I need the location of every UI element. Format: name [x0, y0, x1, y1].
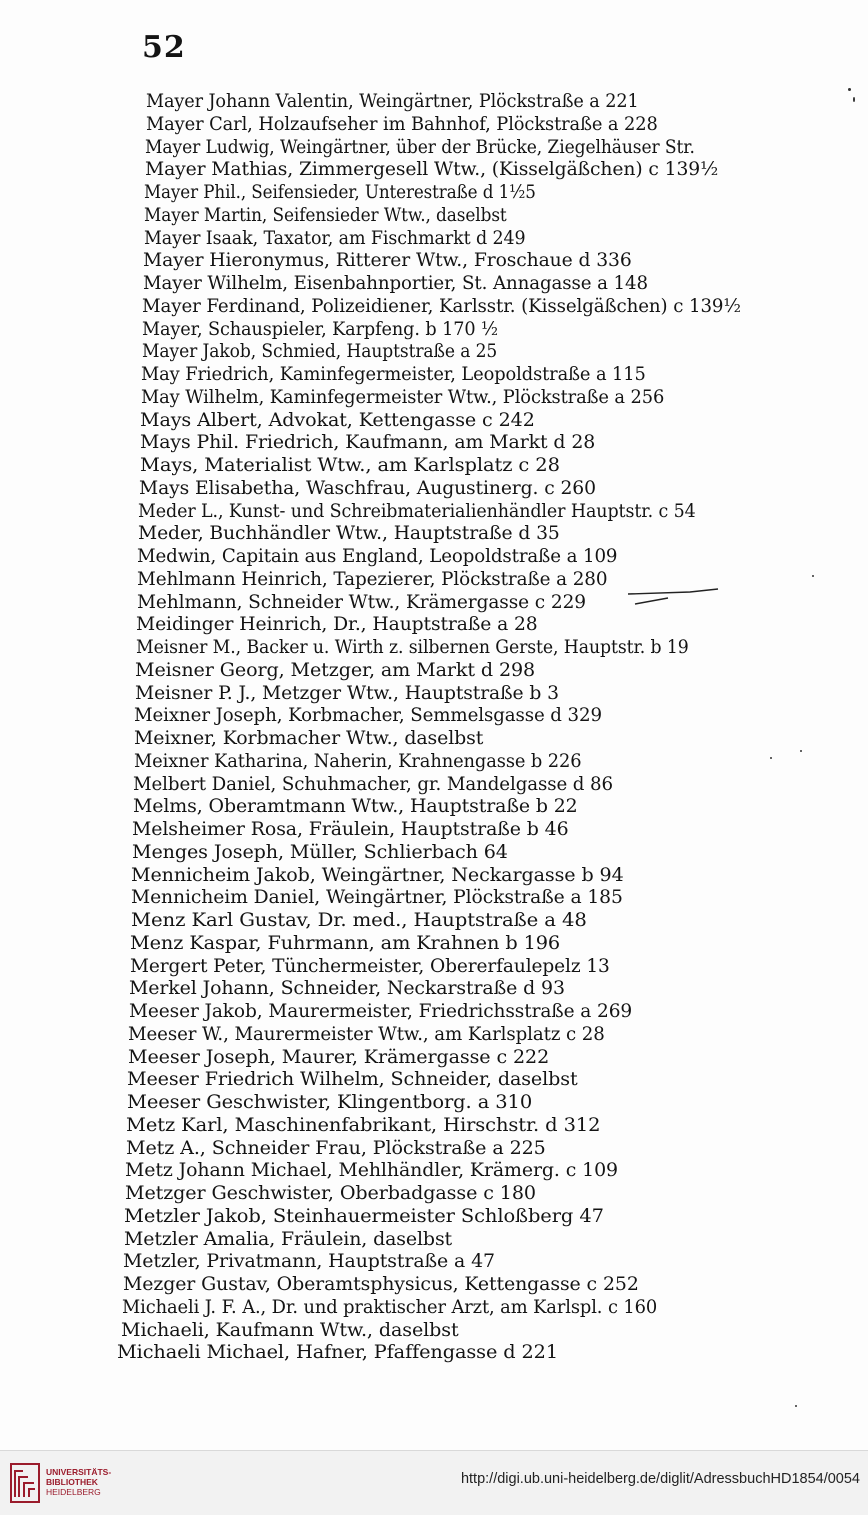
directory-entry: Mayer Carl, Holzaufseher im Bahnhof, Plöckstraße a 228 — [146, 113, 658, 135]
print-speck — [795, 1405, 797, 1407]
directory-entry: Meeser Geschwister, Klingentborg. a 310 — [127, 1092, 533, 1113]
library-name-line: HEIDELBERG — [46, 1487, 101, 1497]
directory-entry: Metz Karl, Maschinenfabrikant, Hirschstr. d 312 — [126, 1114, 601, 1136]
print-speck — [853, 97, 855, 102]
directory-entry: Metzger Geschwister, Oberbadgasse c 180 — [125, 1183, 536, 1204]
directory-entry: Mayer Phil., Seifensieder, Unterestraße d 1½5 — [144, 182, 536, 203]
directory-entry: Meisner P. J., Metzger Wtw., Hauptstraße b 3 — [135, 682, 559, 704]
directory-entry: Metzler Amalia, Fräulein, daselbst — [124, 1228, 453, 1250]
directory-entry: Metz A., Schneider Frau, Plöckstraße a 225 — [126, 1137, 546, 1159]
directory-entry: May Friedrich, Kaminfegermeister, Leopoldstraße a 115 — [141, 364, 646, 385]
directory-entry: Medwin, Capitain aus England, Leopoldstraße a 109 — [137, 546, 618, 567]
directory-entry: Mays Elisabetha, Waschfrau, Augustinerg. c 260 — [139, 477, 596, 499]
directory-entry: Mayer Mathias, Zimmergesell Wtw., (Kisselgäßchen) c 139½ — [145, 159, 719, 181]
directory-entry: Michaeli Michael, Hafner, Pfaffengasse d 221 — [117, 1342, 559, 1364]
directory-entry: Menz Karl Gustav, Dr. med., Hauptstraße a 48 — [131, 910, 587, 931]
directory-entry: Meidinger Heinrich, Dr., Hauptstraße a 28 — [136, 614, 538, 636]
directory-entry: Meeser Joseph, Maurer, Krämergasse c 222 — [128, 1046, 550, 1068]
directory-entry: Melbert Daniel, Schuhmacher, gr. Mandelgasse d 86 — [133, 773, 613, 795]
directory-entry: Metzler, Privatmann, Hauptstraße a 47 — [123, 1251, 495, 1273]
directory-entry: Melsheimer Rosa, Fräulein, Hauptstraße b 46 — [132, 819, 569, 840]
directory-entry: Meder, Buchhändler Wtw., Hauptstraße d 35 — [138, 523, 560, 545]
directory-entry: Mayer Ferdinand, Polizeidiener, Karlsstr. (Kisselgäßchen) c 139½ — [142, 295, 741, 317]
directory-entry: Menges Joseph, Müller, Schlierbach 64 — [132, 841, 508, 863]
library-name — [46, 1467, 111, 1497]
page-number: 52 — [142, 30, 186, 65]
directory-entry: Mayer Johann Valentin, Weingärtner, Plöckstraße a 221 — [146, 91, 639, 112]
directory-entry: Michaeli J. F. A., Dr. und praktischer Arzt, am Karlspl. c 160 — [122, 1296, 658, 1318]
directory-entry: May Wilhelm, Kaminfegermeister Wtw., Plöckstraße a 256 — [141, 386, 665, 408]
directory-entry: Mennicheim Jakob, Weingärtner, Neckargasse b 94 — [131, 864, 624, 886]
print-speck — [812, 575, 814, 577]
directory-entry: Mayer Martin, Seifensieder Wtw., daselbst — [144, 204, 507, 226]
directory-entries — [0, 91, 868, 1365]
directory-entry: Meixner Joseph, Korbmacher, Semmelsgasse d 329 — [134, 705, 602, 727]
directory-entry: Mays, Materialist Wtw., am Karlsplatz c 28 — [140, 455, 560, 476]
directory-entry: Mayer Hieronymus, Ritterer Wtw., Froschaue d 336 — [143, 250, 632, 272]
directory-entry: Melms, Oberamtmann Wtw., Hauptstraße b 22 — [133, 796, 578, 818]
university-library-logo-icon — [10, 1463, 40, 1503]
directory-entry: Mayer, Schauspieler, Karpfeng. b 170 ½ — [142, 318, 498, 340]
directory-entry: Meixner Katharina, Naherin, Krahnengasse b 226 — [134, 750, 582, 772]
directory-entry: Menz Kaspar, Fuhrmann, am Krahnen b 196 — [130, 932, 561, 954]
print-speck — [848, 88, 851, 91]
directory-entry: Merkel Johann, Schneider, Neckarstraße d 93 — [129, 978, 565, 1000]
directory-entry: Meisner M., Backer u. Wirth z. silbernen Gerste, Hauptstr. b 19 — [136, 637, 689, 658]
print-speck — [770, 757, 772, 759]
library-name-line: BIBLIOTHEK — [46, 1477, 98, 1487]
source-url-link[interactable]: http://digi.ub.uni-heidelberg.de/diglit/AdressbuchHD1854/0054 — [460, 1471, 860, 1487]
directory-entry: Meeser Friedrich Wilhelm, Schneider, daselbst — [127, 1069, 578, 1091]
directory-entry: Meisner Georg, Metzger, am Markt d 298 — [135, 659, 536, 681]
directory-entry: Metzler Jakob, Steinhauermeister Schloßberg 47 — [124, 1205, 604, 1227]
directory-entry: Mays Albert, Advokat, Kettengasse c 242 — [140, 409, 535, 431]
directory-entry: Mayer Jakob, Schmied, Hauptstraße a 25 — [142, 341, 498, 363]
directory-entry: Mayer Ludwig, Weingärtner, über der Brücke, Ziegelhäuser Str. — [145, 136, 695, 158]
directory-entry: Meeser Jakob, Maurermeister, Friedrichsstraße a 269 — [129, 1001, 633, 1022]
library-footer — [0, 1450, 868, 1515]
directory-entry: Mehlmann Heinrich, Tapezierer, Plöckstraße a 280 — [137, 568, 608, 590]
directory-entry: Mays Phil. Friedrich, Kaufmann, am Markt d 28 — [140, 432, 596, 454]
directory-entry: Michaeli, Kaufmann Wtw., daselbst — [121, 1319, 459, 1341]
directory-entry: Meeser W., Maurermeister Wtw., am Karlsplatz c 28 — [128, 1023, 605, 1045]
directory-entry: Mezger Gustav, Oberamtsphysicus, Kettengasse c 252 — [123, 1274, 639, 1295]
library-name-line: UNIVERSITÄTS- — [46, 1467, 112, 1477]
directory-entry: Mergert Peter, Tünchermeister, Obererfaulepelz 13 — [130, 955, 610, 977]
directory-entry: Meder L., Kunst- und Schreibmaterialienhändler Hauptstr. c 54 — [138, 500, 696, 522]
directory-entry: Mayer Isaak, Taxator, am Fischmarkt d 249 — [144, 227, 526, 249]
directory-entry: Meixner, Korbmacher Wtw., daselbst — [134, 728, 484, 749]
directory-entry: Metz Johann Michael, Mehlhändler, Krämerg. c 109 — [125, 1160, 618, 1182]
directory-entry: Mehlmann, Schneider Wtw., Krämergasse c 229 — [137, 591, 587, 613]
directory-entry: Mennicheim Daniel, Weingärtner, Plöckstraße a 185 — [131, 887, 623, 909]
directory-entry: Mayer Wilhelm, Eisenbahnportier, St. Annagasse a 148 — [143, 273, 648, 294]
print-speck — [800, 750, 802, 752]
